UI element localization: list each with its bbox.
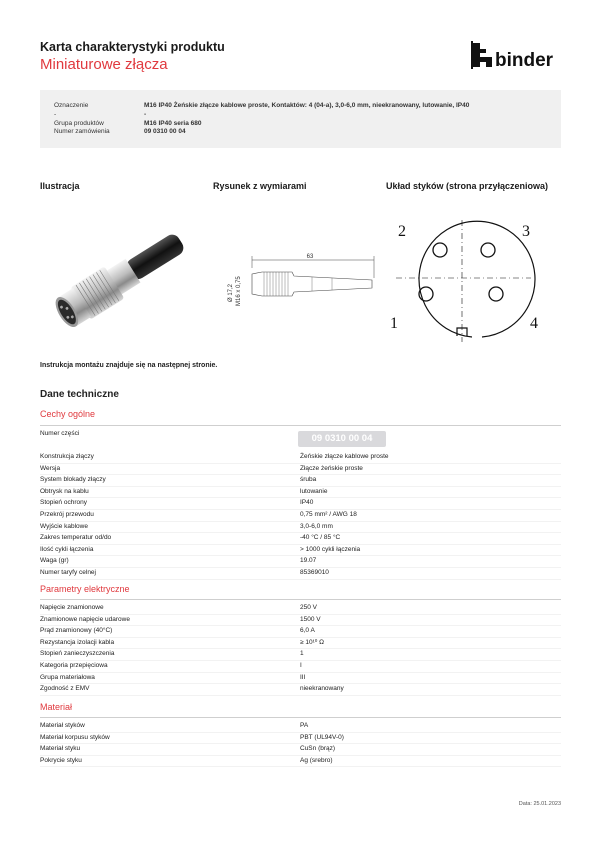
thread-label: M16 x 0,75: [236, 276, 242, 306]
pinout-diagram: [386, 212, 556, 352]
material-table: [40, 721, 561, 767]
table-row: Kategoria przepięciowa I: [40, 661, 561, 673]
pin-label-4: 4: [530, 315, 538, 332]
table-row: Waga (gr) 19.07: [40, 556, 561, 568]
table-row: Rezystancja izolacji kabla ≥ 10¹⁰ Ω: [40, 638, 561, 650]
table-row: Zgodność z EMV nieekranowany: [40, 684, 561, 696]
divider: [40, 717, 561, 718]
electrical-heading: Parametry elektryczne: [40, 584, 130, 594]
pin-label-2: 2: [398, 223, 406, 240]
table-row: Materiał styków PA: [40, 721, 561, 733]
table-row: Materiał korpusu styków PBT (UL94V-0): [40, 733, 561, 745]
info-row-dash: - -: [54, 111, 147, 118]
table-row: Zakres temperatur od/do -40 °C / 85 °C: [40, 533, 561, 545]
pin-hole: [433, 243, 447, 257]
table-row: Ilość cykli łączenia > 1000 cykli łączenia: [40, 545, 561, 557]
table-row: Wersja Złącze żeńskie proste: [40, 464, 561, 476]
table-row: Stopień ochrony IP40: [40, 498, 561, 510]
table-row: Prąd znamionowy (40°C) 6,0 A: [40, 626, 561, 638]
divider: [40, 599, 561, 600]
illustration-heading: Ilustracja: [40, 181, 80, 191]
table-row: Przekrój przewodu 0,75 mm² / AWG 18: [40, 510, 561, 522]
divider: [40, 425, 561, 426]
assembly-instruction-note: Instrukcja montażu znajduje się na następnej stronie.: [40, 362, 218, 369]
product-info-box: [40, 90, 561, 148]
part-number-label: Numer części: [40, 430, 80, 437]
part-number-badge: 09 0310 00 04: [298, 431, 386, 447]
pin-hole: [489, 287, 503, 301]
table-row: System blokady złączy śruba: [40, 475, 561, 487]
length-label: 63: [306, 254, 314, 260]
dimension-drawing: [222, 250, 382, 320]
table-row: Znamionowe napięcie udarowe 1500 V: [40, 615, 561, 627]
technical-data-heading: Dane techniczne: [40, 389, 119, 400]
pin-label-3: 3: [522, 223, 530, 240]
table-row: Stopień zanieczyszczenia 1: [40, 649, 561, 661]
general-features-table: [40, 452, 561, 580]
page-subtitle: Miniaturowe złącza: [40, 56, 168, 73]
info-row-order-number: Numer zamówienia 09 0310 00 04: [54, 128, 186, 135]
general-features-heading: Cechy ogólne: [40, 409, 96, 419]
table-row: Napięcie znamionowe 250 V: [40, 603, 561, 615]
drawing-heading: Rysunek z wymiarami: [213, 181, 307, 191]
page-title: Karta charakterystyki produktu: [40, 40, 225, 54]
pin-hole: [481, 243, 495, 257]
diameter-label: Ø 17,2: [228, 283, 234, 302]
table-row: Obtrysk na kablu lutowanie: [40, 487, 561, 499]
table-row: Numer taryfy celnej 85369010: [40, 568, 561, 580]
table-row: Pokrycie styku Ag (srebro): [40, 756, 561, 768]
info-row-designation: Oznaczenie M16 IP40 Żeńskie złącze kablowe proste, Kontaktów: 4 (04-a), 3,0-6,0 mm, nieekranowany, lutowanie, IP40: [54, 102, 470, 109]
table-row: Materiał styku CuSn (brąz): [40, 744, 561, 756]
connector-illustration: [40, 220, 200, 340]
table-row: Wyjście kablowe 3,0-6,0 mm: [40, 522, 561, 534]
pinout-heading: Układ styków (strona przyłączeniowa): [386, 181, 549, 191]
table-row: Konstrukcja złączy Żeńskie złącze kablowe proste: [40, 452, 561, 464]
document-date: Data: 25.01.2023: [518, 801, 561, 807]
brand-name: binder: [495, 50, 554, 70]
binder-logo: [470, 40, 565, 70]
info-row-group: Grupa produktów M16 IP40 seria 680: [54, 120, 202, 127]
pin-label-1: 1: [390, 315, 398, 332]
electrical-table: [40, 603, 561, 696]
table-row: Grupa materiałowa III: [40, 673, 561, 685]
material-heading: Materiał: [40, 702, 73, 712]
